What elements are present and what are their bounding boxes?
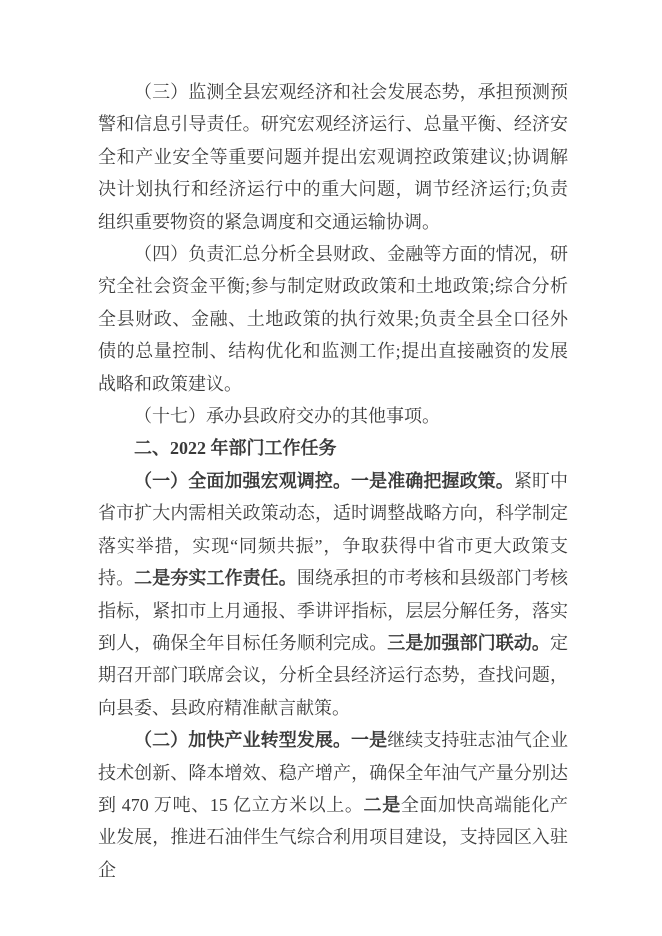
para-duty-17 — [98, 400, 568, 432]
text-run: （二）加快产业转型发展。一是 — [134, 730, 388, 751]
text-run: 全面加快高端能化产业发展，推进石油伴生气综合利用项目建设，支持园区入驻企 — [98, 794, 569, 880]
text-run: （十七）承办县政府交办的其他事项。 — [134, 406, 440, 427]
text-run: 二、2022 年部门工作任务 — [134, 438, 337, 459]
heading-section-2 — [98, 432, 568, 464]
text-run: （三）监测全县宏观经济和社会发展态势，承担预测预警和信息引导责任。研究宏观经济运行、总量平衡、经济安全和产业安全等重要问题并提出宏观调控政策建议;协调解决计划执行和经济运行中的重大问题，调节经济运行;负责组织重要物资的紧急调度和交通运输协调。 — [98, 82, 568, 232]
text-run: 紧盯中省市扩大内需相关政策动态，适时调整战略方向，科学制定落实举措，实现“同频共振”，争取获得中省市更大政策支持。 — [98, 470, 569, 589]
para-task-1 — [98, 465, 568, 724]
text-run: 围绕承担的市考核和县级部门考核指标，紧扣市上月通报、季讲评指标，层层分解任务，落实到人，确保全年目标任务顺利完成。 — [98, 568, 569, 653]
text-run: 定期召开部门联席会议，分析全县经济运行态势，查找问题，向县委、县政府精准献言献策。 — [98, 632, 569, 718]
para-duty-4 — [98, 238, 568, 400]
text-run: 二是 — [363, 794, 401, 815]
para-duty-3 — [98, 76, 568, 238]
para-task-2 — [98, 724, 568, 886]
text-run: 三是加强部门联动。 — [387, 632, 551, 653]
document-body — [98, 76, 568, 886]
text-run: （四）负责汇总分析全县财政、金融等方面的情况，研究全社会资金平衡;参与制定财政政策和土地政策;综合分析全县财政、金融、土地政策的执行效果;负责全县全口径外债的总量控制、结构优化和监测工作;提出直接融资的发展战略和政策建议。 — [98, 244, 568, 394]
text-run: 继续支持驻志油气企业技术创新、降本增效、稳产增产，确保全年油气产量分别达到 470 万吨、15 亿立方米以上。 — [98, 730, 569, 815]
text-run: 二是夯实工作责任。 — [134, 568, 297, 589]
text-run: （一）全面加强宏观调控。一是准确把握政策。 — [134, 470, 514, 491]
